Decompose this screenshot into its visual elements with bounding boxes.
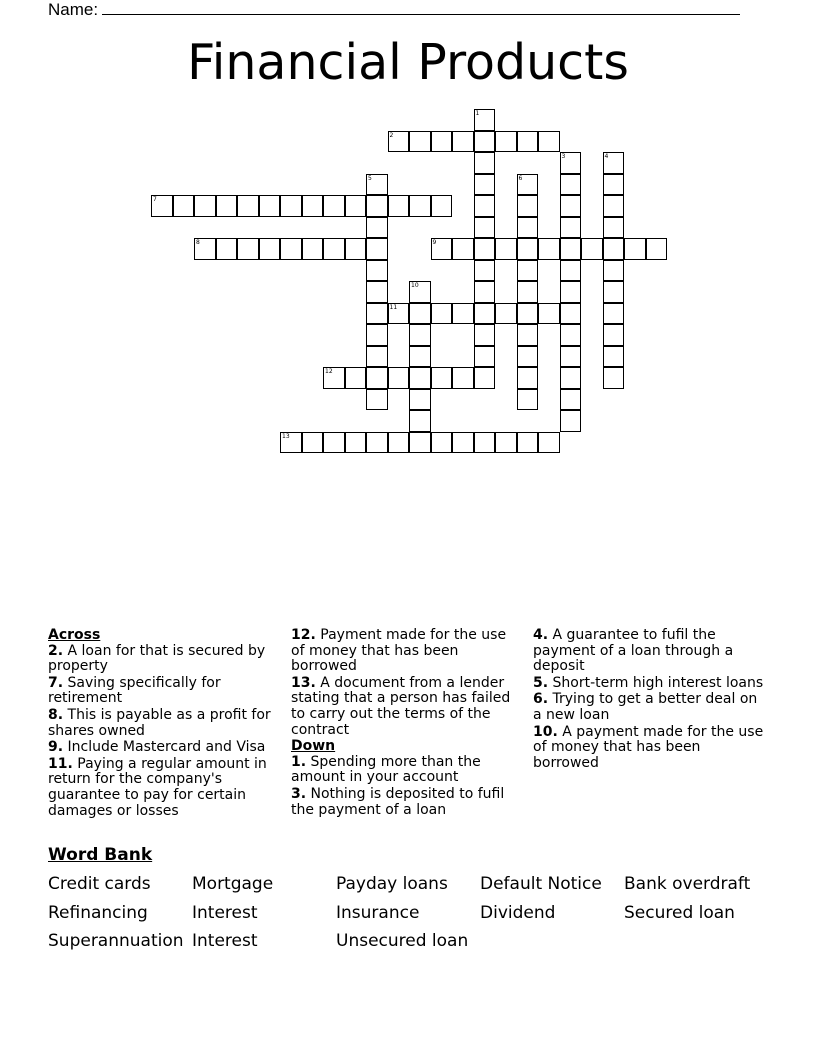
- crossword-cell[interactable]: [431, 195, 453, 217]
- crossword-cell[interactable]: [517, 260, 539, 282]
- crossword-cell[interactable]: [409, 367, 431, 389]
- word-bank-item: Secured loan: [624, 903, 735, 923]
- crossword-cell[interactable]: [431, 367, 453, 389]
- clue-across-9: 9. Include Mastercard and Visa: [48, 739, 266, 756]
- crossword-cell[interactable]: [538, 131, 560, 153]
- crossword-cell[interactable]: [302, 195, 324, 217]
- crossword-cell[interactable]: [474, 238, 496, 260]
- crossword-cell[interactable]: [409, 131, 431, 153]
- crossword-cell[interactable]: [560, 303, 582, 325]
- crossword-cell[interactable]: [560, 367, 582, 389]
- clue-down-4: 4. A guarantee to fufil the payment of a loan through a deposit: [533, 627, 734, 675]
- crossword-cell[interactable]: [474, 346, 496, 368]
- crossword-cell[interactable]: [431, 131, 453, 153]
- crossword-cell[interactable]: [345, 432, 367, 454]
- crossword-cell[interactable]: [366, 389, 388, 411]
- clue-across-2: 2. A loan for that is secured by property: [48, 642, 266, 675]
- crossword-cell[interactable]: [452, 238, 474, 260]
- clue-across-12: 12. Payment made for the use of money that has been borrowed: [291, 627, 507, 675]
- name-label: Name:: [48, 0, 99, 19]
- crossword-cell[interactable]: [474, 281, 496, 303]
- clue-down-1: 1. Spending more than the amount in your account: [291, 753, 481, 786]
- clue-number: 2: [389, 131, 394, 139]
- crossword-cell[interactable]: [345, 367, 367, 389]
- crossword-cell[interactable]: [517, 238, 539, 260]
- crossword-cell[interactable]: [366, 217, 388, 239]
- clues-column-3: [533, 628, 765, 772]
- crossword-cell[interactable]: [538, 238, 560, 260]
- crossword-cell[interactable]: [560, 260, 582, 282]
- clue-number: 13: [282, 432, 290, 440]
- crossword-cell[interactable]: [409, 303, 431, 325]
- crossword-cell[interactable]: [603, 367, 625, 389]
- crossword-cell[interactable]: [366, 281, 388, 303]
- crossword-cell[interactable]: [538, 303, 560, 325]
- crossword-cell[interactable]: [495, 303, 517, 325]
- crossword-cell[interactable]: [474, 324, 496, 346]
- crossword-cell[interactable]: [280, 238, 302, 260]
- crossword-cell[interactable]: [474, 303, 496, 325]
- crossword-cell[interactable]: [603, 217, 625, 239]
- clue-number: 1: [475, 110, 480, 117]
- crossword-cell[interactable]: [603, 281, 625, 303]
- crossword-cell[interactable]: [560, 410, 582, 432]
- crossword-cell[interactable]: [302, 432, 324, 454]
- crossword-cell[interactable]: [603, 238, 625, 260]
- crossword-cell[interactable]: [474, 195, 496, 217]
- crossword-cell[interactable]: [345, 238, 367, 260]
- crossword-cell[interactable]: [581, 238, 603, 260]
- word-bank-item: Dividend: [480, 903, 556, 923]
- crossword-cell[interactable]: [452, 131, 474, 153]
- crossword-cell[interactable]: [603, 346, 625, 368]
- crossword-cell[interactable]: [517, 174, 539, 196]
- word-bank-item: Refinancing: [48, 903, 148, 923]
- crossword-cell[interactable]: [366, 346, 388, 368]
- crossword-cell[interactable]: [517, 367, 539, 389]
- crossword-cell[interactable]: [538, 432, 560, 454]
- crossword-cell[interactable]: [409, 410, 431, 432]
- word-bank-item: Interest: [192, 903, 258, 923]
- clue-across-13: 13. A document from a lender stating that a person has failed to carry out the terms of the contract: [291, 674, 511, 738]
- crossword-cell[interactable]: [474, 109, 496, 131]
- across-heading: Across: [48, 627, 101, 643]
- crossword-cell[interactable]: [323, 432, 345, 454]
- crossword-cell[interactable]: [388, 432, 410, 454]
- crossword-cell[interactable]: [560, 346, 582, 368]
- clue-number: 11: [389, 303, 398, 311]
- crossword-cell[interactable]: [323, 367, 345, 389]
- crossword-cell[interactable]: [560, 174, 582, 196]
- crossword-cell[interactable]: [474, 260, 496, 282]
- crossword-cell[interactable]: [366, 238, 388, 260]
- crossword-cell[interactable]: [560, 152, 582, 174]
- crossword-cell[interactable]: [388, 131, 410, 153]
- clue-number: 9: [432, 239, 437, 246]
- crossword-cell[interactable]: [409, 324, 431, 346]
- crossword-cell[interactable]: [452, 432, 474, 454]
- word-bank-item: Mortgage: [192, 874, 274, 894]
- clue-across-8: 8. This is payable as a profit for shares owned: [48, 706, 271, 739]
- crossword-cell[interactable]: [517, 131, 539, 153]
- crossword-cell[interactable]: [173, 195, 195, 217]
- crossword-cell[interactable]: [323, 238, 345, 260]
- word-bank-item: Insurance: [336, 903, 420, 923]
- crossword-cell[interactable]: [280, 195, 302, 217]
- crossword-cell[interactable]: [495, 432, 517, 454]
- crossword-cell[interactable]: [194, 238, 216, 260]
- crossword-cell[interactable]: [366, 367, 388, 389]
- clue-down-10: 10. A payment made for the use of money that has been borrowed: [533, 723, 764, 771]
- crossword-cell[interactable]: [388, 195, 410, 217]
- crossword-cell[interactable]: [603, 303, 625, 325]
- crossword-cell[interactable]: [474, 174, 496, 196]
- crossword-cell[interactable]: [474, 367, 496, 389]
- crossword-cell[interactable]: [452, 367, 474, 389]
- clue-number: 8: [196, 239, 200, 246]
- crossword-cell[interactable]: [560, 389, 582, 411]
- crossword-cell[interactable]: [603, 152, 625, 174]
- crossword-cell[interactable]: [409, 432, 431, 454]
- word-bank-item: Bank overdraft: [624, 874, 751, 894]
- crossword-cell[interactable]: [366, 195, 388, 217]
- crossword-cell[interactable]: [495, 131, 517, 153]
- crossword-cell[interactable]: [603, 195, 625, 217]
- crossword-cell[interactable]: [280, 432, 302, 454]
- clue-number: 3: [561, 153, 566, 160]
- crossword-cell[interactable]: [259, 195, 281, 217]
- crossword-cell[interactable]: [517, 303, 539, 325]
- crossword-cell[interactable]: [259, 238, 281, 260]
- crossword-cell[interactable]: [409, 281, 431, 303]
- crossword-cell[interactable]: [409, 195, 431, 217]
- clue-across-7: 7. Saving specifically for retirement: [48, 674, 221, 707]
- crossword-cell[interactable]: [194, 195, 216, 217]
- crossword-cell[interactable]: [409, 346, 431, 368]
- clue-number: 12: [325, 368, 333, 375]
- word-bank-item: Payday loans: [336, 874, 448, 894]
- crossword-cell[interactable]: [388, 367, 410, 389]
- crossword-cell[interactable]: [366, 432, 388, 454]
- clue-down-5: 5. Short-term high interest loans: [533, 674, 764, 691]
- crossword-cell[interactable]: [560, 281, 582, 303]
- clues-column-1: [48, 628, 278, 820]
- crossword-cell[interactable]: [431, 432, 453, 454]
- down-heading: Down: [291, 738, 336, 755]
- word-bank-title: Word Bank: [48, 845, 153, 865]
- crossword-cell[interactable]: [624, 238, 646, 260]
- crossword-cell[interactable]: [603, 174, 625, 196]
- crossword-cell[interactable]: [302, 238, 324, 260]
- crossword-cell[interactable]: [560, 324, 582, 346]
- crossword-cell[interactable]: [431, 303, 453, 325]
- crossword-cell[interactable]: [452, 303, 474, 325]
- crossword-cell[interactable]: [517, 389, 539, 411]
- crossword-cell[interactable]: [237, 238, 259, 260]
- crossword-cell[interactable]: [603, 260, 625, 282]
- page-title: Financial Products: [187, 34, 629, 91]
- crossword-cell[interactable]: [388, 303, 410, 325]
- crossword-cell[interactable]: [474, 432, 496, 454]
- word-bank-item: Credit cards: [48, 874, 151, 894]
- word-bank-item: Unsecured loan: [336, 931, 469, 951]
- crossword-cell[interactable]: [366, 260, 388, 282]
- crossword-cell[interactable]: [431, 238, 453, 260]
- crossword-grid: [0, 0, 816, 470]
- crossword-cell[interactable]: [517, 195, 539, 217]
- crossword-cell[interactable]: [495, 238, 517, 260]
- crossword-cell[interactable]: [646, 238, 668, 260]
- crossword-cell[interactable]: [216, 238, 238, 260]
- crossword-cell[interactable]: [237, 195, 259, 217]
- clue-down-3: 3. Nothing is deposited to fufil the payment of a loan: [291, 785, 505, 818]
- crossword-cell[interactable]: [323, 195, 345, 217]
- crossword-cell[interactable]: [216, 195, 238, 217]
- crossword-cell[interactable]: [517, 217, 539, 239]
- crossword-cell[interactable]: [517, 346, 539, 368]
- clues-column-2: [291, 628, 521, 819]
- crossword-cell[interactable]: [517, 324, 539, 346]
- clue-number: 4: [604, 153, 609, 160]
- crossword-cell[interactable]: [517, 281, 539, 303]
- word-bank-item: Interest: [192, 931, 258, 951]
- crossword-cell[interactable]: [345, 195, 367, 217]
- clue-number: 6: [518, 174, 523, 182]
- crossword-cell[interactable]: [366, 324, 388, 346]
- word-bank-item: Default Notice: [480, 874, 602, 894]
- crossword-cell[interactable]: [560, 238, 582, 260]
- crossword-cell[interactable]: [474, 152, 496, 174]
- crossword-cell[interactable]: [151, 195, 173, 217]
- crossword-cell[interactable]: [409, 389, 431, 411]
- crossword-cell[interactable]: [474, 131, 496, 153]
- clue-number: 7: [153, 196, 157, 203]
- clue-number: 10: [411, 282, 419, 289]
- crossword-cell[interactable]: [517, 432, 539, 454]
- clue-down-6: 6. Trying to get a better deal on a new loan: [533, 691, 758, 723]
- clue-number: 5: [368, 174, 372, 182]
- crossword-cell[interactable]: [474, 217, 496, 239]
- clue-across-11: 11. Paying a regular amount in return for the company's guarantee to pay for certain damages or losses: [48, 755, 267, 819]
- crossword-cell[interactable]: [366, 174, 388, 196]
- crossword-cell[interactable]: [603, 324, 625, 346]
- crossword-cell[interactable]: [366, 303, 388, 325]
- crossword-cell[interactable]: [560, 195, 582, 217]
- word-bank-item: Superannuation: [48, 931, 184, 951]
- crossword-cell[interactable]: [560, 217, 582, 239]
